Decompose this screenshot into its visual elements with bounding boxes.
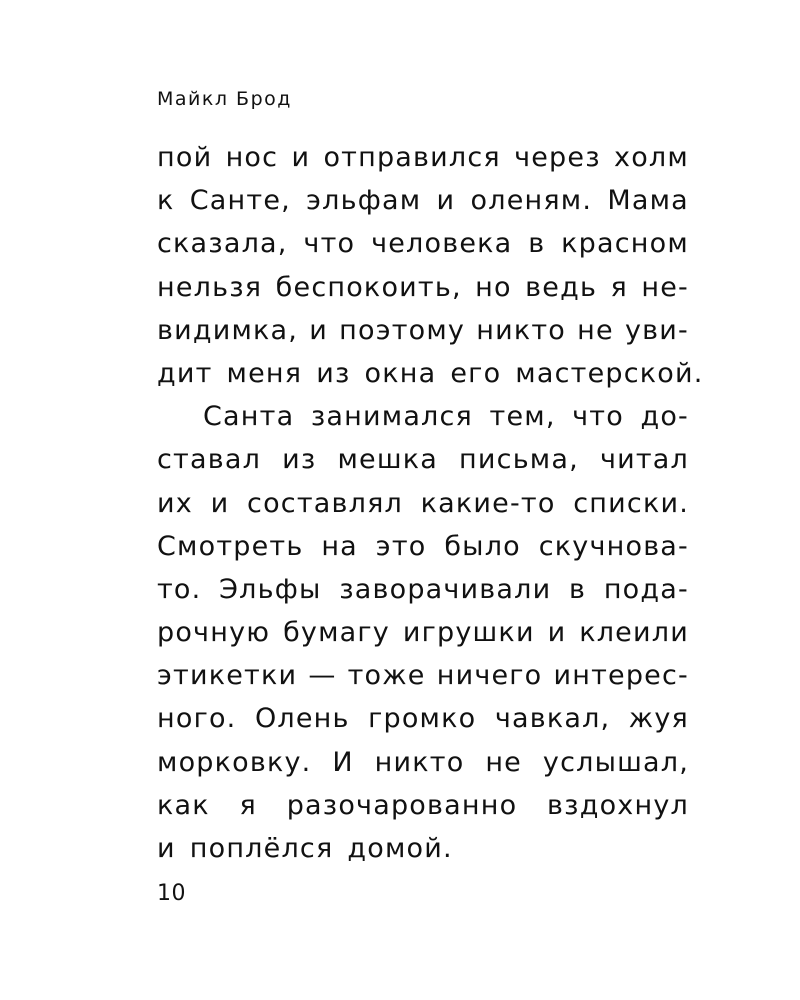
word: Мама bbox=[607, 185, 689, 217]
word: эльфам bbox=[306, 185, 422, 217]
word: что bbox=[572, 401, 624, 433]
text-line bbox=[157, 352, 704, 395]
word: этикетки bbox=[157, 660, 298, 692]
text-line bbox=[157, 438, 689, 481]
word: чавкал, bbox=[494, 703, 611, 735]
word: в bbox=[569, 573, 587, 605]
word: Эльфы bbox=[219, 573, 322, 605]
text-line bbox=[157, 266, 689, 309]
text-line bbox=[157, 741, 689, 784]
word: морковку. bbox=[157, 746, 312, 778]
word: сказала, bbox=[157, 228, 288, 260]
body-text bbox=[157, 136, 704, 870]
word: оленям. bbox=[470, 185, 593, 217]
word: и bbox=[309, 314, 328, 346]
word: письма, bbox=[459, 444, 579, 476]
word: Санте, bbox=[189, 185, 291, 217]
word: поэтому bbox=[339, 314, 466, 346]
word: ничего bbox=[436, 660, 543, 692]
word: громко bbox=[368, 703, 477, 735]
word: вздохнул bbox=[547, 789, 689, 821]
word: какие-то bbox=[420, 487, 556, 519]
word: человека bbox=[371, 228, 513, 260]
word: уви- bbox=[624, 314, 689, 346]
word: никто bbox=[374, 746, 465, 778]
word: нос bbox=[225, 142, 279, 173]
word: но bbox=[475, 271, 512, 303]
word: ведь bbox=[525, 271, 598, 303]
word: услышал, bbox=[542, 746, 689, 778]
text-line bbox=[157, 611, 689, 654]
word: скучнова- bbox=[538, 530, 689, 562]
word: что bbox=[303, 228, 356, 260]
word: разочарованно bbox=[286, 789, 518, 821]
word: в bbox=[528, 228, 546, 260]
paragraph-first-line bbox=[157, 395, 689, 438]
word: это bbox=[375, 530, 427, 562]
word: нельзя bbox=[157, 271, 263, 303]
word: Олень bbox=[254, 703, 350, 735]
word: рочную bbox=[157, 617, 271, 649]
word: составлял bbox=[247, 487, 403, 519]
word: тем, bbox=[489, 401, 556, 433]
word: не- bbox=[641, 271, 689, 303]
word: и bbox=[157, 833, 176, 864]
word: мастерской. bbox=[515, 357, 704, 389]
word: и bbox=[210, 487, 230, 519]
text-line bbox=[157, 784, 689, 827]
word: я bbox=[610, 271, 628, 303]
page-number: 10 bbox=[157, 881, 186, 906]
word: до- bbox=[640, 401, 689, 433]
word: жуя bbox=[628, 703, 689, 735]
text-line bbox=[157, 568, 689, 611]
text-line bbox=[157, 482, 689, 525]
text-line bbox=[157, 222, 689, 265]
word: никто bbox=[476, 314, 567, 346]
word: то. bbox=[157, 573, 202, 605]
word: меня bbox=[226, 357, 303, 389]
word: видимка, bbox=[157, 314, 299, 346]
word: интерес- bbox=[553, 660, 689, 692]
word: пода- bbox=[603, 573, 689, 605]
running-head-author: Майкл Брод bbox=[157, 88, 292, 110]
word: читал bbox=[599, 444, 689, 476]
word: и bbox=[291, 142, 311, 173]
word: игрушки bbox=[402, 617, 535, 649]
text-line bbox=[157, 697, 689, 740]
text-line bbox=[157, 525, 689, 568]
word: было bbox=[444, 530, 521, 562]
word: не bbox=[577, 314, 614, 346]
word: окна bbox=[364, 357, 437, 389]
word: как bbox=[157, 789, 210, 821]
word: не bbox=[485, 746, 522, 778]
word: списки. bbox=[573, 487, 689, 519]
word: клеили bbox=[579, 617, 689, 649]
word: бумагу bbox=[283, 617, 390, 649]
word: и bbox=[436, 185, 456, 217]
word: дит bbox=[157, 357, 213, 389]
word: пой bbox=[157, 142, 213, 173]
word: беспокоить, bbox=[275, 271, 462, 303]
text-line bbox=[157, 654, 689, 697]
word: Санта bbox=[203, 401, 295, 433]
word: холм bbox=[614, 142, 689, 173]
word: красном bbox=[561, 228, 689, 260]
word: Смотреть bbox=[157, 530, 304, 562]
word: мешка bbox=[337, 444, 438, 476]
word: их bbox=[157, 487, 193, 519]
word: домой. bbox=[347, 833, 453, 864]
word: к bbox=[157, 185, 175, 217]
word: через bbox=[514, 142, 601, 173]
word: из bbox=[316, 357, 351, 389]
text-line bbox=[157, 309, 689, 352]
word: и bbox=[547, 617, 567, 649]
word: ставал bbox=[157, 444, 262, 476]
text-line bbox=[157, 827, 689, 870]
word: на bbox=[321, 530, 358, 562]
word: поплёлся bbox=[189, 833, 334, 864]
text-line bbox=[157, 136, 689, 179]
word: ного. bbox=[157, 703, 237, 735]
word: И bbox=[332, 746, 354, 778]
word: заворачивали bbox=[339, 573, 552, 605]
word: тоже bbox=[347, 660, 426, 692]
word: я bbox=[239, 789, 257, 821]
word: его bbox=[450, 357, 502, 389]
word: — bbox=[308, 660, 337, 692]
word: отправился bbox=[323, 142, 501, 173]
text-line bbox=[157, 179, 689, 222]
word: занимался bbox=[310, 401, 474, 433]
word: из bbox=[282, 444, 317, 476]
